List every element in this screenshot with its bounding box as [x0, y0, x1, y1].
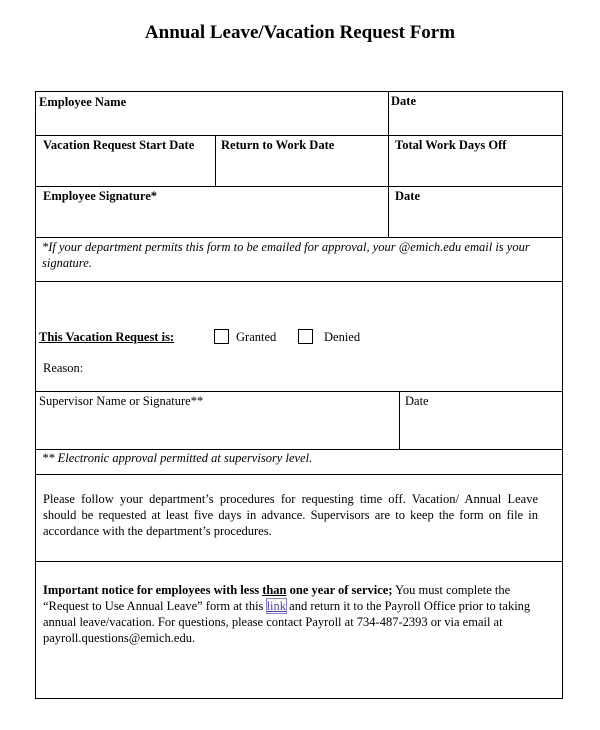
granted-checkbox[interactable] [214, 329, 229, 344]
notice-text [43, 582, 553, 646]
employee-name-label: Employee Name [39, 95, 127, 109]
notice-bold-underlined: than [262, 583, 287, 597]
employee-signature-label: Employee Signature* [43, 189, 158, 203]
form-title: Annual Leave/Vacation Request Form [144, 22, 456, 43]
supervisor-cell[interactable] [35, 391, 400, 450]
supervisor-label: Supervisor Name or Signature** [39, 394, 204, 408]
total-days-cell[interactable] [388, 135, 563, 187]
employee-name-cell[interactable] [35, 91, 389, 136]
return-date-cell[interactable] [215, 135, 389, 187]
granted-label: Granted [236, 330, 277, 344]
date-label: Date [391, 94, 416, 108]
denied-checkbox[interactable] [298, 329, 313, 344]
notice-text-part1: You must complete the “Request to Use Annual Leave” form at this [43, 583, 511, 613]
total-days-label: Total Work Days Off [395, 138, 507, 152]
start-date-label: Vacation Request Start Date [43, 138, 195, 152]
procedures-cell [35, 474, 563, 562]
notice-bold-suffix: one year of service; [286, 583, 393, 597]
start-date-cell[interactable] [35, 135, 216, 187]
supervisor-date-label: Date [405, 394, 429, 408]
denied-label: Denied [324, 330, 361, 344]
return-date-label: Return to Work Date [221, 138, 335, 152]
email-note: *If your department permits this form to be emailed for approval, your @emich.edu email is your signature. [42, 240, 530, 270]
signature-date-label: Date [395, 189, 420, 203]
approval-cell [35, 281, 563, 392]
email-note-cell [35, 237, 563, 282]
leave-form-link[interactable]: link [266, 599, 287, 613]
request-is-label: This Vacation Request is: [39, 330, 175, 344]
reason-label: Reason: [43, 361, 84, 375]
electronic-note: ** Electronic approval permitted at supervisory level. [42, 451, 313, 465]
supervisor-date-cell[interactable] [399, 391, 563, 450]
signature-date-cell[interactable] [388, 186, 563, 238]
electronic-note-cell [35, 449, 563, 475]
date-cell[interactable] [388, 91, 563, 136]
notice-bold-prefix: Important notice for employees with less [43, 583, 263, 597]
employee-signature-cell[interactable] [35, 186, 389, 238]
notice-cell [35, 561, 563, 699]
procedures-text: Please follow your department’s procedures for requesting time off. Vacation/ Annual Leave should be requested at least five days in advance. Supervisors are to keep the form on file in accordance with the department’s procedures. [43, 492, 538, 538]
notice-text-part2: and return it to the Payroll Office prior to taking annual leave/vacation. For questions, please contact Payroll at 734-487-2393 or via email at payroll.questions@emich.edu. [43, 599, 531, 645]
